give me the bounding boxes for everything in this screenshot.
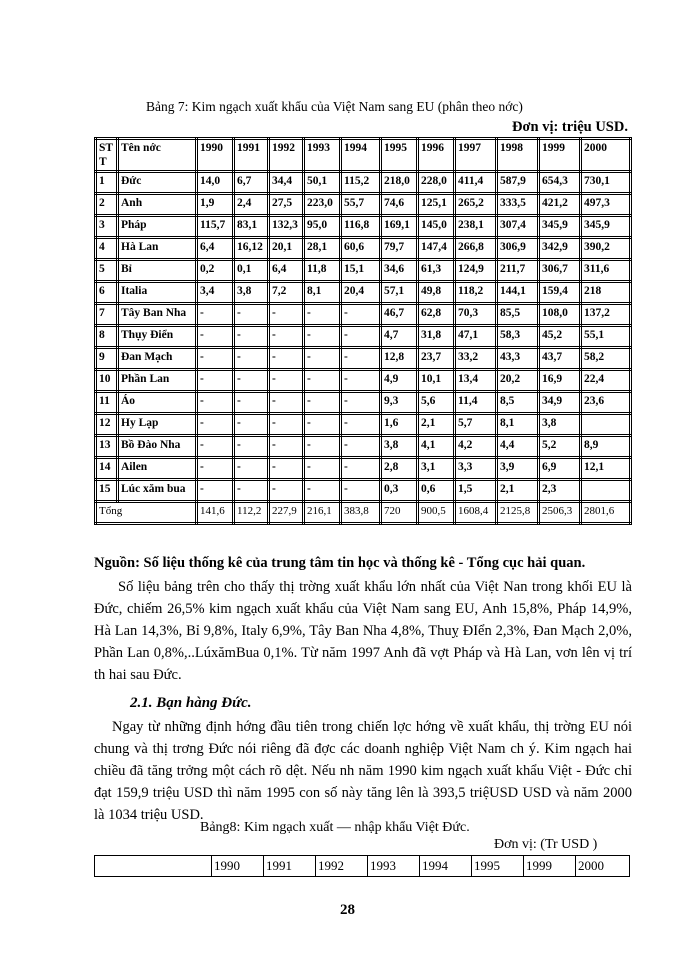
table-cell: 60,6	[341, 238, 381, 260]
total-cell: 720	[381, 502, 418, 524]
table-row	[96, 370, 631, 392]
header-cell: 1992	[269, 139, 304, 172]
table7-caption: Bảng 7: Kim ngạch xuất khẩu của Việt Nam sang EU (phân theo nớc)	[146, 99, 523, 114]
table-row	[96, 194, 631, 216]
table-cell: 7,2	[269, 282, 304, 304]
table-cell: 20,1	[269, 238, 304, 260]
table-cell: 1,6	[381, 414, 418, 436]
table-cell: 1,9	[197, 194, 234, 216]
header-cell: 1999	[539, 139, 581, 172]
year-header-cell: 1991	[264, 856, 316, 877]
table-cell: 125,1	[418, 194, 455, 216]
table-cell: 4	[96, 238, 118, 260]
table-cell: 169,1	[381, 216, 418, 238]
table-cell: 55,7	[341, 194, 381, 216]
table-cell	[581, 414, 631, 436]
table-cell: -	[341, 370, 381, 392]
header-cell: 1997	[455, 139, 497, 172]
table-cell: 411,4	[455, 172, 497, 194]
table-cell: 144,1	[497, 282, 539, 304]
table-cell: -	[341, 392, 381, 414]
table-cell: 11	[96, 392, 118, 414]
country-cell: Italia	[118, 282, 197, 304]
table-cell: 8,1	[497, 414, 539, 436]
table-cell: 6	[96, 282, 118, 304]
table-cell: 12,1	[581, 458, 631, 480]
table-cell: -	[197, 436, 234, 458]
table-cell: 342,9	[539, 238, 581, 260]
table-cell: 14,0	[197, 172, 234, 194]
germany-trade-table	[94, 855, 630, 877]
table-cell: 306,7	[539, 260, 581, 282]
table-cell: 79,7	[381, 238, 418, 260]
table-cell: 2,3	[539, 480, 581, 502]
table-cell: -	[234, 348, 269, 370]
table-cell: 147,4	[418, 238, 455, 260]
table-cell: 28,1	[304, 238, 341, 260]
total-cell: Tổng	[96, 502, 197, 524]
table-cell: -	[304, 414, 341, 436]
table-cell: 23,7	[418, 348, 455, 370]
total-cell: 2801,6	[581, 502, 631, 524]
country-cell: Pháp	[118, 216, 197, 238]
table-cell: 14	[96, 458, 118, 480]
country-cell: Áo	[118, 392, 197, 414]
table-cell: 50,1	[304, 172, 341, 194]
table-cell: 0,2	[197, 260, 234, 282]
table-cell: -	[269, 348, 304, 370]
table-cell: 58,2	[581, 348, 631, 370]
table-cell: -	[234, 480, 269, 502]
table-cell: 118,2	[455, 282, 497, 304]
section-heading: 2.1. Bạn hàng Đức.	[130, 695, 252, 711]
table-row	[96, 216, 631, 238]
table-cell: 61,3	[418, 260, 455, 282]
table-cell: 159,4	[539, 282, 581, 304]
page-number: 28	[340, 902, 355, 918]
table-cell: 266,8	[455, 238, 497, 260]
country-cell: Thụy Điển	[118, 326, 197, 348]
table-cell: 58,3	[497, 326, 539, 348]
year-header-cell: 1999	[524, 856, 576, 877]
table-cell: 6,4	[269, 260, 304, 282]
table-cell: 654,3	[539, 172, 581, 194]
table-cell: 265,2	[455, 194, 497, 216]
table-cell: 12	[96, 414, 118, 436]
header-cell: 1990	[197, 139, 234, 172]
table-cell: 13,4	[455, 370, 497, 392]
table-cell: 4,7	[381, 326, 418, 348]
table-cell: 20,2	[497, 370, 539, 392]
table-cell: 9,3	[381, 392, 418, 414]
table-cell: 4,4	[497, 436, 539, 458]
table-cell: 23,6	[581, 392, 631, 414]
table-cell: -	[197, 458, 234, 480]
table-cell: -	[341, 436, 381, 458]
table-cell: 238,1	[455, 216, 497, 238]
table-cell: 34,6	[381, 260, 418, 282]
table-cell: -	[341, 326, 381, 348]
table-cell: 45,2	[539, 326, 581, 348]
total-cell: 216,1	[304, 502, 341, 524]
table-cell: 34,4	[269, 172, 304, 194]
table-cell: -	[234, 304, 269, 326]
country-cell: Phần Lan	[118, 370, 197, 392]
table-cell: 1,5	[455, 480, 497, 502]
table-cell: -	[234, 436, 269, 458]
table-cell: 211,7	[497, 260, 539, 282]
table-cell: -	[197, 480, 234, 502]
table-cell: 8,9	[581, 436, 631, 458]
table-cell: 228,0	[418, 172, 455, 194]
table-cell: 587,9	[497, 172, 539, 194]
table-cell: 74,6	[381, 194, 418, 216]
table-cell: 55,1	[581, 326, 631, 348]
total-cell: 1608,4	[455, 502, 497, 524]
table-cell: 2,4	[234, 194, 269, 216]
table7-unit: Đơn vị: triệu USD.	[512, 119, 628, 135]
country-cell: Lúc xăm bua	[118, 480, 197, 502]
table-cell: 5,2	[539, 436, 581, 458]
year-header-cell: 1990	[212, 856, 264, 877]
table-cell: 8,1	[304, 282, 341, 304]
country-cell: Bỉ	[118, 260, 197, 282]
table-cell: 16,12	[234, 238, 269, 260]
country-cell: Hà Lan	[118, 238, 197, 260]
table-cell: 3,8	[234, 282, 269, 304]
table-cell: 8,5	[497, 392, 539, 414]
table-row	[96, 436, 631, 458]
country-cell: Đan Mạch	[118, 348, 197, 370]
table-cell: 115,7	[197, 216, 234, 238]
table-cell: 12,8	[381, 348, 418, 370]
country-cell: Hy Lạp	[118, 414, 197, 436]
table-row	[96, 480, 631, 502]
table-cell: -	[269, 392, 304, 414]
table-cell: 27,5	[269, 194, 304, 216]
table-cell: 4,2	[455, 436, 497, 458]
table-cell: -	[304, 348, 341, 370]
paragraph-2: Ngay từ những định hớng đầu tiên trong chiến lợc hớng về xuất khẩu, thị trờng EU nói chung và thị trơng Đức nói riêng đã đợc các doanh nghiệp Việt Nam ch ý. Kim ngạch hai chiều đã tăng trởng một cách rõ dệt. Nếu nh năm 1990 kim ngạch xuất khẩu Việt - Đức chỉ đạt 159,9 triệu USD thì năm 1995 con số này tăng lên là 393,5 triệUSD USD và năm 2000 là 1034 triệu USD.	[94, 719, 632, 823]
table-cell: 132,3	[269, 216, 304, 238]
table-cell: 124,9	[455, 260, 497, 282]
table-cell: 0,3	[381, 480, 418, 502]
table-cell: 22,4	[581, 370, 631, 392]
table-cell: -	[197, 304, 234, 326]
table-cell: 31,8	[418, 326, 455, 348]
table-cell: 0,6	[418, 480, 455, 502]
table-cell: 83,1	[234, 216, 269, 238]
table-row	[96, 326, 631, 348]
table-cell: 6,9	[539, 458, 581, 480]
table-cell: 306,9	[497, 238, 539, 260]
table-row	[96, 238, 631, 260]
table-cell: 16,9	[539, 370, 581, 392]
table-row	[96, 414, 631, 436]
table-cell: 333,5	[497, 194, 539, 216]
table-cell: 2	[96, 194, 118, 216]
table-cell: 0,1	[234, 260, 269, 282]
total-cell: 2506,3	[539, 502, 581, 524]
table-cell: 5,7	[455, 414, 497, 436]
table-cell: 115,2	[341, 172, 381, 194]
table-cell: -	[341, 458, 381, 480]
table8-unit: Đơn vị: (Tr USD )	[494, 837, 598, 852]
table-cell: 4,9	[381, 370, 418, 392]
table-cell: -	[234, 414, 269, 436]
table-cell: -	[197, 370, 234, 392]
year-header-cell: 1992	[316, 856, 368, 877]
table-cell: 5,6	[418, 392, 455, 414]
header-cell: 1998	[497, 139, 539, 172]
country-cell: Tây Ban Nha	[118, 304, 197, 326]
table-cell: 116,8	[341, 216, 381, 238]
table-cell: 3,4	[197, 282, 234, 304]
table-cell: 2,1	[418, 414, 455, 436]
table-cell: -	[269, 480, 304, 502]
table-row	[96, 282, 631, 304]
table-cell: 421,2	[539, 194, 581, 216]
table-cell: 10	[96, 370, 118, 392]
table-cell: 108,0	[539, 304, 581, 326]
year-header-cell	[95, 856, 212, 877]
table-cell: 6,7	[234, 172, 269, 194]
table-cell: -	[234, 458, 269, 480]
table-cell: 15	[96, 480, 118, 502]
table-cell: 15,1	[341, 260, 381, 282]
table8-caption: Bảng8: Kim ngạch xuất — nhập khẩu Việt Đức.	[200, 820, 470, 835]
source-note: Nguồn: Số liệu thống kê của trung tâm tin học và thống kê - Tổng cục hải quan.	[94, 555, 586, 571]
table-cell: 43,3	[497, 348, 539, 370]
table-cell: 10,1	[418, 370, 455, 392]
table-cell: -	[304, 458, 341, 480]
header-cell: 1991	[234, 139, 269, 172]
table-cell: 43,7	[539, 348, 581, 370]
table-cell: -	[234, 370, 269, 392]
table-cell: 3,8	[539, 414, 581, 436]
table-cell: -	[304, 480, 341, 502]
total-cell: 383,8	[341, 502, 381, 524]
table-cell: -	[197, 348, 234, 370]
table-cell: 218,0	[381, 172, 418, 194]
table-header-row	[96, 139, 631, 172]
table-cell: 5	[96, 260, 118, 282]
total-cell: 2125,8	[497, 502, 539, 524]
total-cell: 227,9	[269, 502, 304, 524]
table-cell: 3,3	[455, 458, 497, 480]
header-cell: 2000	[581, 139, 631, 172]
table-cell: 46,7	[381, 304, 418, 326]
total-cell: 141,6	[197, 502, 234, 524]
header-cell: 1995	[381, 139, 418, 172]
table-row	[96, 172, 631, 194]
table-cell: -	[341, 304, 381, 326]
table-cell: 2,1	[497, 480, 539, 502]
header-cell: 1993	[304, 139, 341, 172]
year-header-cell: 2000	[576, 856, 630, 877]
table-cell: -	[304, 392, 341, 414]
table-row	[96, 304, 631, 326]
total-cell: 112,2	[234, 502, 269, 524]
table-cell: -	[197, 414, 234, 436]
table-cell: -	[269, 414, 304, 436]
export-table	[94, 137, 632, 525]
table-cell: 137,2	[581, 304, 631, 326]
table-cell: -	[304, 436, 341, 458]
year-header-cell: 1994	[420, 856, 472, 877]
table-cell: 1	[96, 172, 118, 194]
table-cell: 70,3	[455, 304, 497, 326]
header-cell: 1996	[418, 139, 455, 172]
table-cell: 497,3	[581, 194, 631, 216]
table-cell: 3,9	[497, 458, 539, 480]
table-cell: -	[269, 436, 304, 458]
table-cell: 3,8	[381, 436, 418, 458]
table-cell: 9	[96, 348, 118, 370]
table-cell: 345,9	[539, 216, 581, 238]
table-cell: 49,8	[418, 282, 455, 304]
table-cell: 11,4	[455, 392, 497, 414]
table-cell: 2,8	[381, 458, 418, 480]
table-cell: 3,1	[418, 458, 455, 480]
table-cell: -	[269, 370, 304, 392]
country-cell: Anh	[118, 194, 197, 216]
table-cell: 145,0	[418, 216, 455, 238]
table-cell: 390,2	[581, 238, 631, 260]
table-cell: 34,9	[539, 392, 581, 414]
table-cell: 7	[96, 304, 118, 326]
table-cell: 95,0	[304, 216, 341, 238]
table-cell: 730,1	[581, 172, 631, 194]
table-cell: -	[304, 304, 341, 326]
table-cell: 8	[96, 326, 118, 348]
table-row	[96, 392, 631, 414]
table-cell	[581, 480, 631, 502]
country-cell: Ailen	[118, 458, 197, 480]
total-row	[96, 502, 631, 524]
table-cell: 345,9	[581, 216, 631, 238]
header-cell: 1994	[341, 139, 381, 172]
header-cell: ST T	[96, 139, 118, 172]
table-cell: 85,5	[497, 304, 539, 326]
table-cell: 62,8	[418, 304, 455, 326]
table-cell: 6,4	[197, 238, 234, 260]
table-cell: -	[234, 392, 269, 414]
table-cell: 218	[581, 282, 631, 304]
table-cell: 20,4	[341, 282, 381, 304]
country-cell: Đức	[118, 172, 197, 194]
table-cell: -	[341, 414, 381, 436]
table-row	[96, 458, 631, 480]
table-cell: -	[269, 326, 304, 348]
table-cell: 3	[96, 216, 118, 238]
table-cell: -	[269, 458, 304, 480]
table-cell: -	[341, 480, 381, 502]
table-row	[96, 348, 631, 370]
table-cell: -	[304, 370, 341, 392]
table-cell: 57,1	[381, 282, 418, 304]
table-cell: 223,0	[304, 194, 341, 216]
table-cell: 11,8	[304, 260, 341, 282]
country-cell: Bồ Đào Nha	[118, 436, 197, 458]
table-cell: -	[197, 326, 234, 348]
total-cell: 900,5	[418, 502, 455, 524]
table-cell: 307,4	[497, 216, 539, 238]
table-cell: -	[304, 326, 341, 348]
table-cell: 4,1	[418, 436, 455, 458]
year-header-cell: 1995	[472, 856, 524, 877]
table-cell: 311,6	[581, 260, 631, 282]
table-cell: 33,2	[455, 348, 497, 370]
table-cell: -	[197, 392, 234, 414]
table-cell: -	[341, 348, 381, 370]
table-cell: -	[269, 304, 304, 326]
table-cell: 47,1	[455, 326, 497, 348]
year-header-cell: 1993	[368, 856, 420, 877]
table-row	[96, 260, 631, 282]
header-cell: Tên nớc	[118, 139, 197, 172]
table-cell: 13	[96, 436, 118, 458]
paragraph-1: Số liệu bảng trên cho thấy thị trờng xuất khẩu lớn nhất của Việt Nan trong khối EU là Đức, chiếm 26,5% kim ngạch xuất khẩu của Việt Nam sang EU, Anh 15,8%, Pháp 14,9%, Hà Lan 14,3%, Bỉ 9,8%, Italy 6,9%, Tây Ban Nha 4,8%, Thuỵ ĐIển 2,3%, Đan Mạch 2,0%, Phần Lan 0,8%,..LúxămBua 0,1%. Từ năm 1997 Anh đã vợt Pháp và Hà Lan, vơn lên vị trí th hai sau Đức.	[94, 579, 632, 683]
table-cell: -	[234, 326, 269, 348]
